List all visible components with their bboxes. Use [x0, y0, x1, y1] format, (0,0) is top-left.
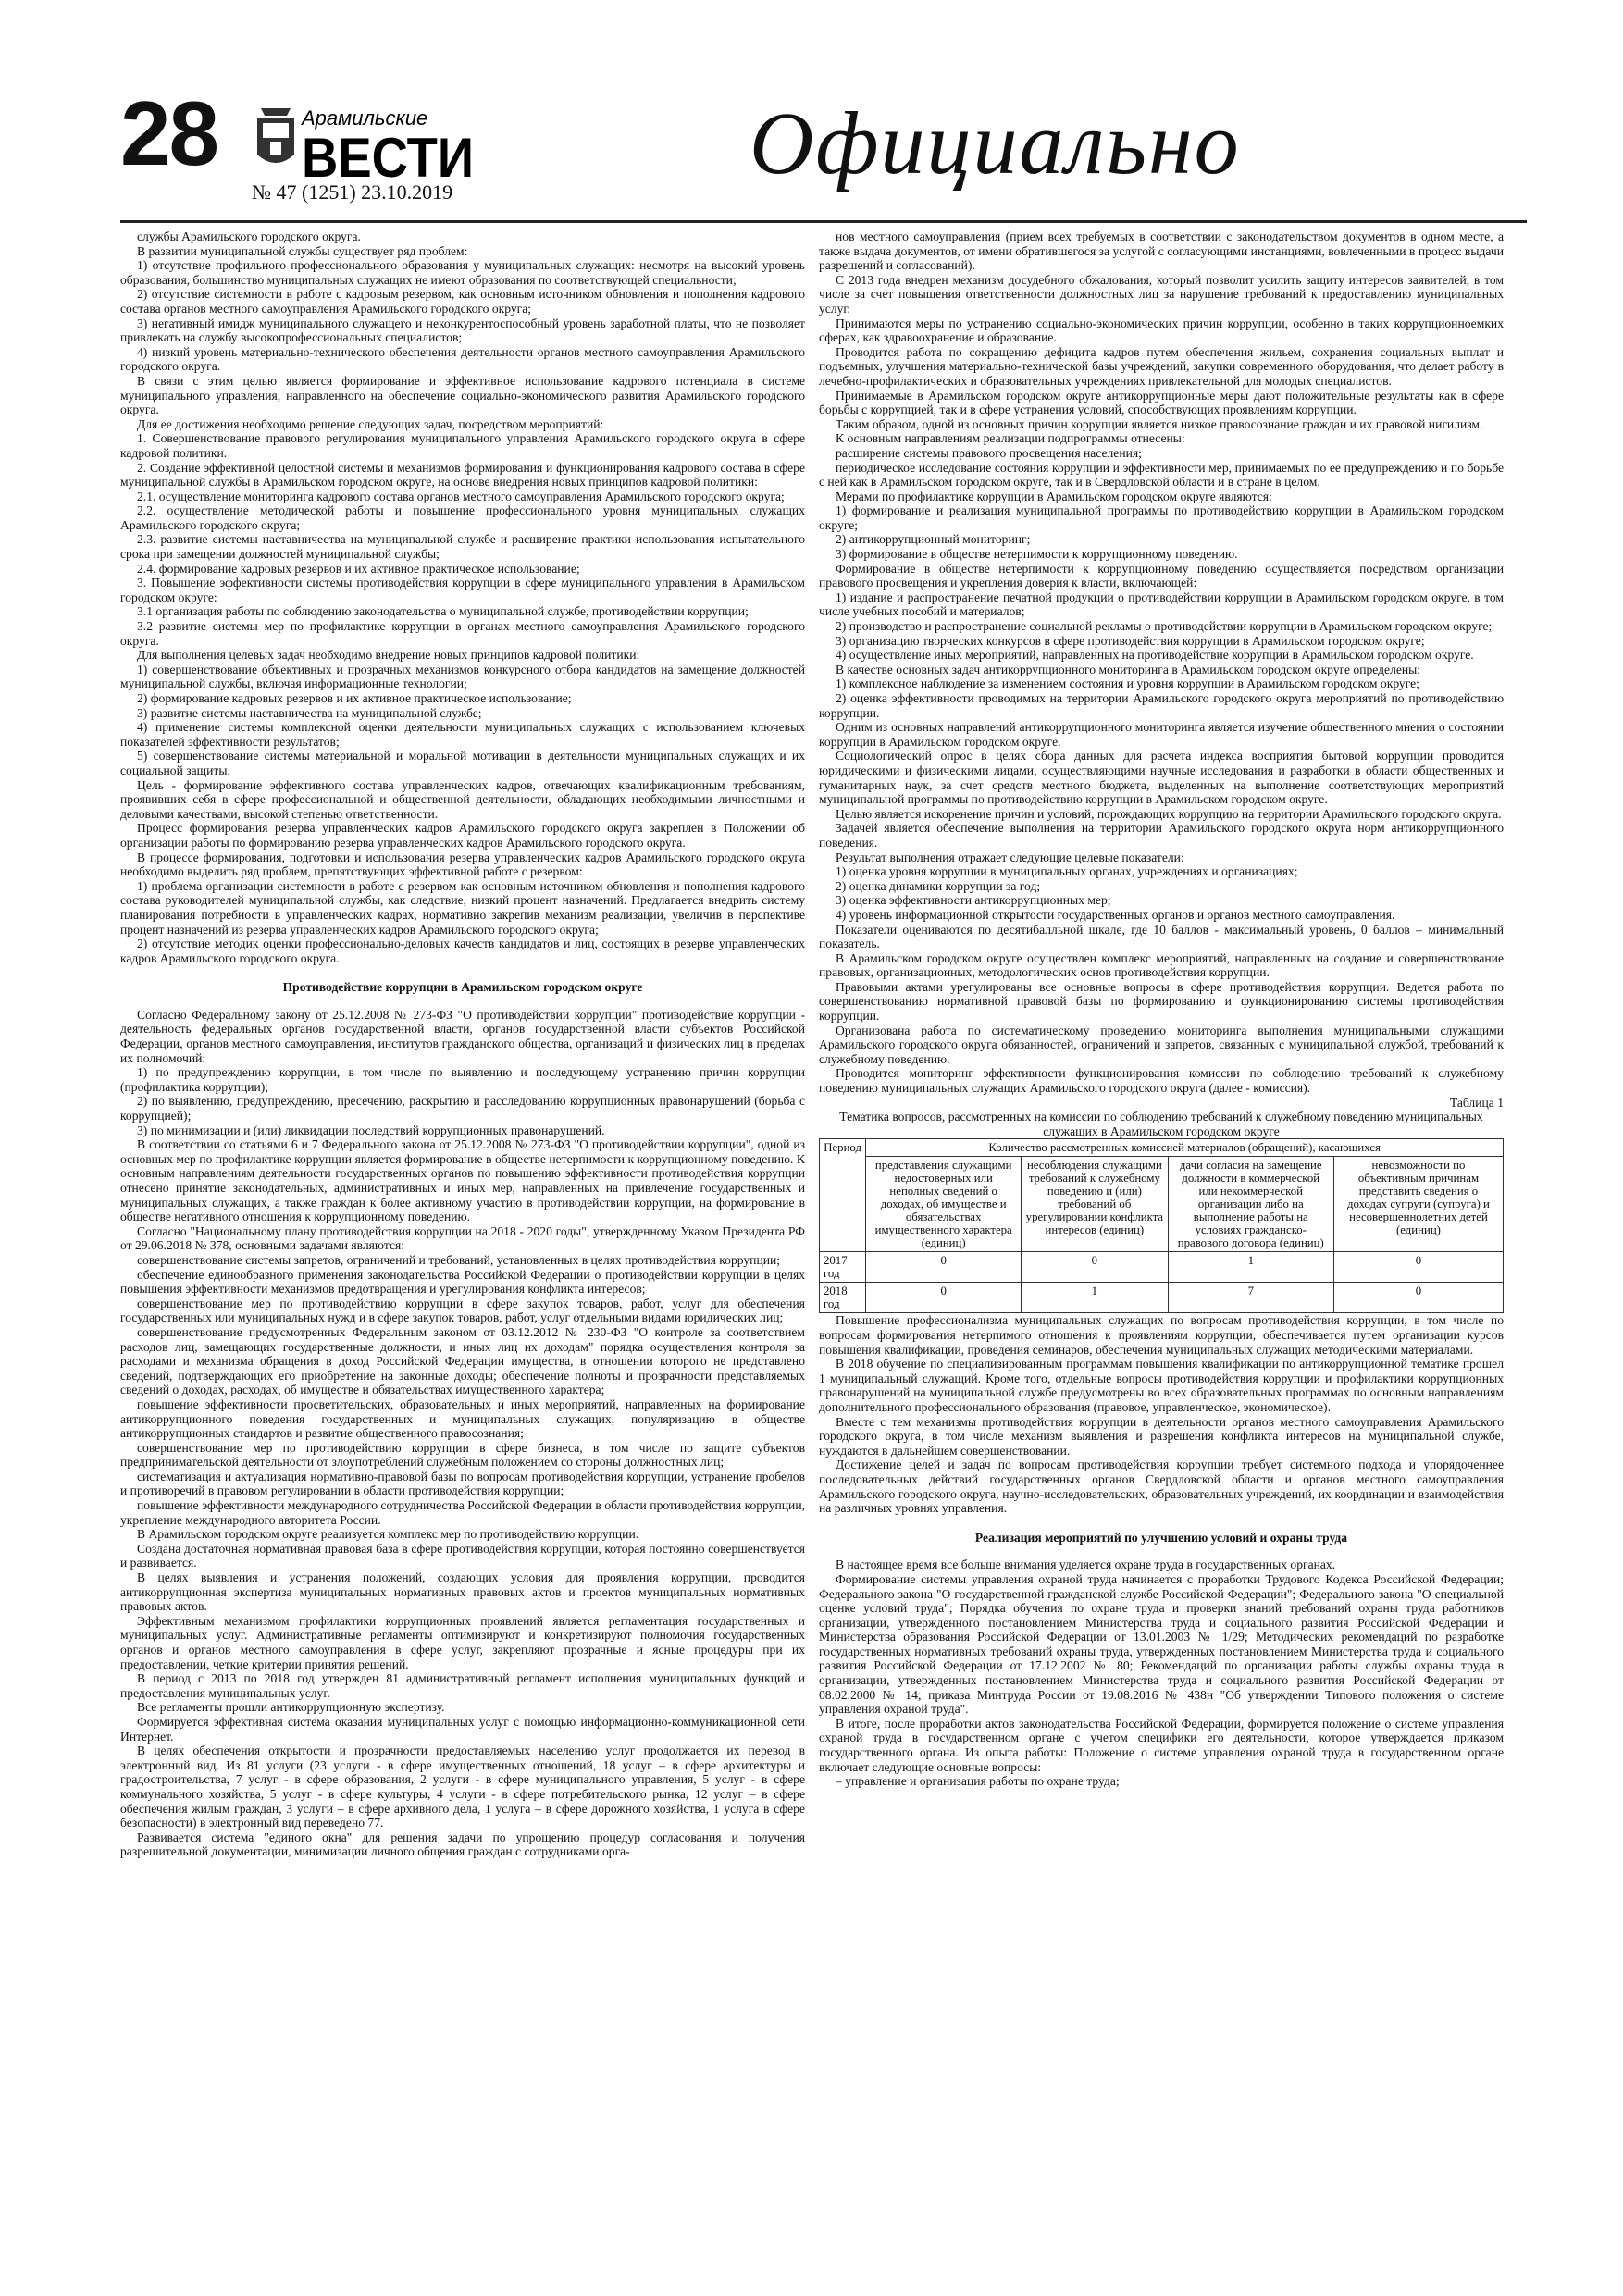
- right-paragraphs-c: [819, 1558, 1504, 1789]
- paragraph: периодическое исследование состояния коррупции и эффективности мер, принимаемых по ее предупреждению и по борьбе с ней как в Арамильском городском округе, так и в Свердловской области и в стране в целом.: [819, 460, 1504, 490]
- paragraph: Эффективным механизмом профилактики коррупционных проявлений является регламентация государственных и муниципальных услуг. Административные регламенты оптимизируют и конкретизируют полномочия государственных органов и органов местного самоуправления в сфере услуг, закрепляют прозрачные и ясные процедуры при их предоставлении, четкие критерии принятия решений.: [120, 1613, 805, 1671]
- paragraph: 2.2. осуществление методической работы и повышение профессионального уровня муниципальных служащих Арамильского городского округа;: [120, 503, 805, 532]
- right-paragraphs-b: [819, 1313, 1504, 1515]
- paragraph: 1) комплексное наблюдение за изменением состояния и уровня коррупции в Арамильском городском округе;: [836, 676, 1419, 691]
- paragraph: Целью является искоренение причин и условий, порождающих коррупцию на территории Арамильского городского округа.: [836, 806, 1502, 821]
- col-group-header: Количество рассмотренных комиссией материалов (обращений), касающихся: [866, 1139, 1504, 1157]
- paragraph: Социологический опрос в целях сбора данных для расчета индекса восприятия бытовой коррупции проводится юридическими и физическими лицами, осуществляющими научные исследования и разработки в области общественных и гуманитарных наук, за счет средств местного бюджета, выделенных на выполнение соответствующих мероприятий муниципальной программы по противодействию коррупции в Арамильском городском округе.: [819, 749, 1504, 807]
- table-cell: 0: [1022, 1252, 1168, 1283]
- paragraph: Для ее достижения необходимо решение следующих задач, посредством мероприятий:: [137, 416, 604, 431]
- paragraph: повышение эффективности международного сотрудничества Российской Федерации в области противодействия коррупции, укрепление международного авторитета России.: [120, 1498, 805, 1527]
- right-column: [819, 230, 1504, 1789]
- paragraph: В целях обеспечения открытости и прозрачности предоставляемых населению услуг продолжается их перевод в электронный вид. Из 81 услуги (23 услуги - в сфере имущественных отношений, 18 услуг – в сфере архитектуры и градостроительства, 7 услуг - в сфере образования, 2 услуги - в сфере муниципального управления, 5 услуг - в сфере коммунального хозяйства, 5 услуг - в сфере культуры, 4 услуги - в сфере потребительского рынка, 12 услуг – в сфере обеспечения жилым граждан, 3 услуги – в сфере архивного дела, 1 услуга – в сфере дорожного хозяйства, 1 услуга в сфере безопасности) в электронный вид переведено 77.: [120, 1744, 805, 1831]
- table-cell: 1: [1168, 1252, 1333, 1283]
- paragraph: В качестве основных задач антикоррупционного мониторинга в Арамильском городском округе определены:: [836, 662, 1421, 676]
- paragraph: 3) по минимизации и (или) ликвидации последствий коррупционных правонарушений.: [137, 1123, 605, 1137]
- col-header: представления служащими недостоверных или неполных сведений о доходах, об имуществе и обязательствах имущественного характера (единиц): [866, 1157, 1022, 1252]
- masthead: [120, 82, 1527, 208]
- paragraph: 2.4. формирование кадровых резервов и их активное практическое использование;: [137, 561, 580, 576]
- paragraph: 3.2 развитие системы мер по профилактике коррупции в органах местного самоуправления Арамильского городского округа.: [120, 619, 805, 648]
- svg-text:ВЕСТИ: ВЕСТИ: [302, 127, 474, 184]
- paragraph: Согласно Федеральному закону от 25.12.2008 № 273-ФЗ "О противодействии коррупции" противодействие коррупции - деятельность федеральных органов государственной власти, органов государственной власти субъектов Российской Федерации, органов местного самоуправления, институтов гражданского общества, организаций и физических лиц в пределах их полномочий:: [120, 1007, 805, 1065]
- paragraph: 1) по предупреждению коррупции, в том числе по выявлению и последующему устранению причин коррупции (профилактика коррупции);: [120, 1065, 805, 1094]
- paragraph: обеспечение единообразного применения законодательства Российской Федерации о противодействии коррупции в целях повышения эффективности механизмов предотвращения и урегулирования конфликта интересов;: [120, 1267, 805, 1297]
- paragraph: Формирование в обществе нетерпимости к коррупционному поведению осуществляется посредством организации правового просвещения и укрепления доверия к власти, включающей:: [819, 561, 1504, 590]
- paragraph: 2.1. осуществление мониторинга кадрового состава органов местного самоуправления Арамильского городского округа;: [137, 489, 785, 503]
- paragraph: 1) совершенствование объективных и прозрачных механизмов конкурсного отбора кандидатов на замещение должностей муниципальной службы, включая информационные технологии;: [120, 662, 805, 691]
- anti-corruption-heading: Противодействие коррупции в Арамильском городском округе: [282, 980, 643, 995]
- paragraph: Создана достаточная нормативная правовая база в сфере противодействия коррупции, которая постоянно совершенствуется и развивается.: [120, 1541, 805, 1570]
- table-cell: 1: [1022, 1283, 1168, 1313]
- paragraph: совершенствование мер по противодействию коррупции в сфере закупок товаров, работ, услуг для обеспечения государственных или муниципальных нужд и в сфере закупок товаров, работ, услуг отдельными видами юридических лиц;: [120, 1296, 805, 1325]
- paragraph: 2.3. развитие системы наставничества на муниципальной службе и расширение практики использования испытательного срока при замещении должностей муниципальной службы;: [120, 532, 805, 562]
- paragraph: 1) оценка уровня коррупции в муниципальных органах, учреждениях и организациях;: [836, 864, 1298, 879]
- paragraph: 1) издание и распространение печатной продукции о противодействии коррупции в Арамильском городском округе, в том числе учебных пособий и материалов;: [819, 590, 1504, 619]
- paragraph: 3) организацию творческих конкурсов в сфере противодействия коррупции в Арамильском городском округе;: [836, 633, 1425, 648]
- paragraph: 2) отсутствие методик оценки профессионально-деловых качеств кандидатов и лиц, состоящих в резерве управленческих кадров Арамильского городского округа.: [120, 937, 805, 965]
- paragraph: Правовыми актами урегулированы все основные вопросы в сфере противодействия коррупции. Ведется работа по совершенствованию нормативной правовой базы по формированию и функционированию системы противодействия коррупции.: [819, 979, 1504, 1024]
- paragraph: – управление и организация работы по охране труда;: [836, 1774, 1120, 1789]
- section-title: Официально: [750, 93, 1241, 192]
- paragraph: 2) формирование кадровых резервов и их активное практическое использование;: [137, 691, 572, 705]
- newspaper-logo: [250, 101, 481, 184]
- right-paragraphs-a: [819, 230, 1504, 1096]
- paragraph: систематизация и актуализация нормативно-правовой базы по вопросам противодействия коррупции, устранение пробелов и противоречий в правовом регулировании в области противодействия коррупции;: [120, 1469, 805, 1498]
- paragraph: 2) производство и распространение социальной рекламы о противодействии коррупции в Арамильском городском округе;: [836, 619, 1493, 634]
- paragraph: С 2013 года внедрен механизм досудебного обжалования, который позволит усилить защиту интересов заявителей, в том числе за счет повышения ответственности должностных лиц за нарушение требований к предоставлению муниципальных услуг.: [819, 272, 1504, 316]
- paragraph: Для выполнения целевых задач необходимо внедрение новых принципов кадровой политики:: [137, 648, 640, 663]
- paragraph: 3) негативный имидж муниципального служащего и неконкурентоспособный уровень заработной платы, что не позволяет привлекать на службу высокопрофессиональных специалистов;: [120, 316, 805, 345]
- paragraph: В соответствии со статьями 6 и 7 Федерального закона от 25.12.2008 № 273-ФЗ "О противодействии коррупции", одной из основных мер по профилактике коррупции является формирование в обществе нетерпимости к коррупционному поведению. К основным направлениям деятельности государственных органов по повышению эффективности противодействия коррупции отнесено принятие законодательных, административных и иных мер, направленных на привлечение государственных и муниципальных служащих, а также граждан к более активному участию в противодействии коррупции, на формирование в обществе негативного отношения к коррупционному поведению.: [120, 1137, 805, 1224]
- paragraph: Результат выполнения отражает следующие целевые показатели:: [836, 850, 1184, 864]
- paragraph: Достижение целей и задач по вопросам противодействия коррупции требует системного подхода и упорядоченнее последовательных действий государственных органов Свердловской области и органов местного самоуправления Арамильского городского округа, научно-исследовательских, образовательных учреждений, их координации и взаимодействия на различных уровнях управления.: [819, 1458, 1504, 1516]
- paragraph: В Арамильском городском округе осуществлен комплекс мероприятий, направленных на создание и совершенствование правовых, организационных, методологических основ противодействия коррупции.: [819, 950, 1504, 980]
- paragraph: Формируется эффективная система оказания муниципальных услуг с помощью информационно-коммуникационной сети Интернет.: [120, 1714, 805, 1744]
- paragraph: Формирование системы управления охраной труда начинается с проработки Трудового Кодекса Российской Федерации; Федерального закона "О государственной гражданской службе Российской Федерации"; Федерального закона "О специальной оценке условий труда"; Порядка обучения по охране труда и проверки знаний требований охраны труда работников организации, утвержденного постановлением Министерства труда и социального развития Российской Федерации и Министерства образования Российской Федерации от 13.01.2003 № 1/29; Методических рекомендаций по разработке государственных нормативных требований охраны труда, утвержденных постановлением Министерства труда и социального развития Российской Федерации от 17.12.2002 № 80; Рекомендаций по организации работы службы охраны труда в организации, утвержденных постановлением Министерства труда и социального развития Российской Федерации от 08.02.2000 № 14; приказа Минтруда России от 19.08.2016 № 438н "Об утверждении Типового положения о системе управления охраной труда".: [819, 1571, 1504, 1717]
- paragraph: совершенствование системы запретов, ограничений и требований, установленных в целях противодействия коррупции;: [137, 1252, 781, 1267]
- table-cell: 0: [1333, 1283, 1503, 1313]
- col-period-header: Период: [820, 1139, 866, 1252]
- paragraph: В процессе формирования, подготовки и использования резерва управленческих кадров Арамильского городского округа необходимо выделить ряд проблем, препятствующих эффективной работе с резервом:: [120, 850, 805, 879]
- paragraph: В целях выявления и устранения положений, создающих условия для проявления коррупции, проводится антикоррупционная экспертиза муниципальных нормативных правовых актов и проектов муниципальных нормативных правовых актов.: [120, 1570, 805, 1614]
- paragraph: Принимаемые в Арамильском городском округе антикоррупционные меры дают положительные результаты как в сфере борьбы с коррупцией, так и в сфере устранения условий, способствующих проявлениям коррупции.: [819, 388, 1504, 417]
- paragraph: В настоящее время все больше внимания уделяется охране труда в государственных органах.: [836, 1558, 1336, 1572]
- paragraph: Согласно "Национальному плану противодействия коррупции на 2018 - 2020 годы", утвержденному Указом Президента РФ от 29.06.2018 № 378, основными задачами являются:: [120, 1223, 805, 1253]
- paragraph: Проводится мониторинг эффективности функционирования комиссии по соблюдению требований к служебному поведению муниципальных служащих Арамильского городского округа (далее - комиссия).: [819, 1066, 1504, 1096]
- paragraph: 1) проблема организации системности в работе с резервом как основным источником обновления и пополнения кадрового состава руководителей муниципальной службы, как следствие, низкий процент назначений. Предлагается внедрить систему планирования потребности в управленческих кадрах, нормативно закрепив механизм реализации, увеличив в перспективе процент назначений из резерва управленческих кадров Арамильского городского округа;: [120, 878, 805, 937]
- commission-table: [819, 1138, 1504, 1313]
- paragraph: 4) уровень информационной открытости государственных органов и органов местного самоуправления.: [836, 907, 1395, 922]
- paragraph: 4) низкий уровень материально-технического обеспечения деятельности органов местного самоуправления Арамильского городского округа.: [120, 344, 805, 374]
- paragraph: 3) оценка эффективности антикоррупционных мер;: [836, 893, 1111, 908]
- col-header: дачи согласия на замещение должности в коммерческой или некоммерческой организации либо на выполнение работы на условиях гражданско-правового договора (единиц): [1168, 1157, 1333, 1252]
- table-row: [820, 1283, 1504, 1313]
- paragraph: 1) формирование и реализация муниципальной программы по противодействию коррупции в Арамильском городском округе;: [819, 503, 1504, 532]
- paragraph: 2) по выявлению, предупреждению, пресечению, раскрытию и расследованию коррупционных правонарушений (борьба с коррупцией);: [120, 1094, 805, 1123]
- left-paragraphs-a: [120, 230, 805, 965]
- paragraph: Проводится работа по сокращению дефицита кадров путем обеспечения жильем, сохранения социальных выплат и подъемных, улучшения материально-технической базы учреждений, закупки современного оборудования, что делает работу в лечебно-профилактических и образовательных учреждениях привлекательной для молодых специалистов.: [819, 344, 1504, 388]
- paragraph: нов местного самоуправления (прием всех требуемых в соответствии с законодательством документов в одном месте, а также выдача документов, от имени обратившегося за услугой с согласующими инстанциями, вовлеченными в процесс выдачи разрешений и согласований).: [819, 230, 1504, 273]
- paragraph: Одним из основных направлений антикоррупционного мониторинга является изучение общественного мнения о состоянии коррупции в Арамильском городском округе.: [819, 720, 1504, 749]
- paragraph: 2) антикоррупционный мониторинг;: [836, 532, 1031, 547]
- table-row: [820, 1252, 1504, 1283]
- paragraph: Цель - формирование эффективного состава управленческих кадров, отвечающих квалификационным требованиям, проявивших себя в сфере профессиональной и общественной деятельности, обладающих необходимыми личностными и деловыми качествами, высокой степенью ответственности.: [120, 777, 805, 821]
- table-cell: 0: [1333, 1252, 1503, 1283]
- paragraph: Таким образом, одной из основных причин коррупции является низкое правосознание граждан и их правовой нигилизм.: [836, 416, 1483, 431]
- paragraph: совершенствование мер по противодействию коррупции в сфере бизнеса, в том числе по защите субъектов предпринимательской деятельности от злоупотреблений служебным положением со стороны должностных лиц;: [120, 1440, 805, 1470]
- paragraph: 4) осуществление иных мероприятий, направленных на противодействие коррупции в Арамильском городском округе.: [836, 648, 1474, 663]
- table-cell: 0: [866, 1252, 1022, 1283]
- paragraph: Вместе с тем механизмы противодействия коррупции в деятельности органов местного самоуправления Арамильского городского округа, в том числе механизм выявления и разрешения конфликта интересов на муниципальной службе, нуждаются в дальнейшем совершенствовании.: [819, 1414, 1504, 1458]
- paragraph: В период с 2013 по 2018 год утвержден 81 административный регламент исполнения муниципальных функций и предоставления муниципальных услуг.: [120, 1671, 805, 1700]
- paragraph: К основным направлениям реализации подпрограммы отнесены:: [836, 431, 1185, 446]
- paragraph: В итоге, после проработки актов законодательства Российской Федерации, формируется положение о системе управления охраной труда в государственном органе с учетом специфики его деятельности, которое утверждается приказом государственного органа. Из опыта работы: Положение о системе управления охраной труда в государственном органе включает следующие основные вопросы:: [819, 1716, 1504, 1774]
- paragraph: Повышение профессионализма муниципальных служащих по вопросам противодействия коррупции, в том числе по вопросам формирования нетерпимого отношения к проявлениям коррупции, обеспечивается путем организации курсов повышения квалификации, проведения семинаров, обеспечения муниципальных служащих методическими материалами.: [819, 1313, 1504, 1357]
- paragraph: 1) отсутствие профильного профессионального образования у муниципальных служащих: несмотря на высокий уровень образования, большинство муниципальных служащих не имеют образования по соответствующей специальности;: [120, 258, 805, 287]
- page-number: 28: [120, 82, 218, 184]
- labor-safety-heading: Реализация мероприятий по улучшению условий и охраны труда: [974, 1530, 1348, 1545]
- paragraph: Принимаются меры по устранению социально-экономических причин коррупции, особенно в таких коррупционноемких сферах, как здравоохранение и образование.: [819, 316, 1504, 345]
- paragraph: Показатели оцениваются по десятибалльной шкале, где 10 баллов - максимальный уровень, 0 баллов – минимальный показатель.: [819, 922, 1504, 951]
- table-cell: 7: [1168, 1283, 1333, 1313]
- coat-of-arms-icon: [257, 108, 294, 163]
- paragraph: 2) отсутствие системности в работе с кадровым резервом, как основным источником обновления и пополнения кадрового состава органов местного самоуправления Арамильского городского округа;: [120, 287, 805, 316]
- paragraph: В Арамильском городском округе реализуется комплекс мер по противодействию коррупции.: [137, 1527, 639, 1542]
- svg-text:Арамильские: Арамильские: [302, 106, 428, 130]
- paragraph: В 2018 обучение по специализированным программам повышения квалификации по антикоррупционной тематике прошел 1 муниципальный служащий. Кроме того, отдельные вопросы противодействия коррупции и профилактики коррупционных правонарушений на муниципальной службе предусмотрены во всех образовательных программах по основным направлениям дополнительного профессионального образования (правовое, управленческое, экономическое).: [819, 1357, 1504, 1414]
- paragraph: 4) применение системы комплексной оценки деятельности муниципальных служащих с использованием ключевых показателей эффективности результатов;: [120, 720, 805, 749]
- paragraph: 3.1 организация работы по соблюдению законодательства о муниципальной службе, противодействии коррупции;: [137, 604, 749, 619]
- paragraph: расширение системы правового просвещения населения;: [836, 445, 1142, 460]
- paragraph: 2) оценка динамики коррупции за год;: [836, 878, 1041, 893]
- paragraph: 2) оценка эффективности проводимых на территории Арамильского городского округа мероприятий по противодействию коррупции.: [819, 691, 1504, 720]
- table-cell: 0: [866, 1283, 1022, 1313]
- issue-info: № 47 (1251) 23.10.2019: [252, 180, 453, 204]
- table-caption: Таблица 1: [1449, 1095, 1504, 1110]
- table-title: Тематика вопросов, рассмотренных на комиссии по соблюдению требований к служебному поведению муниципальных служащих в Арамильском городском округе: [839, 1110, 1483, 1138]
- paragraph: 3) формирование в обществе нетерпимости к коррупционному поведению.: [836, 547, 1238, 562]
- paragraph: 5) совершенствование системы материальной и моральной мотивации в деятельности муниципальных служащих и их социальной защиты.: [120, 749, 805, 777]
- paragraph: В связи с этим целью является формирование и эффективное использование кадрового потенциала в системе муниципального управления, направленного на обеспечение социально-экономического развития Арамильского городского округа.: [120, 373, 805, 417]
- paragraph: Все регламенты прошли антикоррупционную экспертизу.: [137, 1700, 445, 1715]
- paragraph: Организована работа по систематическому проведению мониторинга выполнения муниципальными служащими Арамильского городского округа обязанностей, ограничений и запретов, связанных с муниципальной службой, требований к служебному поведению.: [819, 1023, 1504, 1066]
- paragraph: Развивается система "единого окна" для решения задачи по упрощению процедур согласования и получения разрешительной документации, минимизации личного общения граждан с сотрудниками орга-: [120, 1830, 805, 1859]
- paragraph: 2. Создание эффективной целостной системы и механизмов формирования и функционирования кадрового состава в сфере муниципальной службы в Арамильском городском округе, на основе внедрения новых принципов кадровой политики:: [120, 460, 805, 490]
- paragraph: 3) развитие системы наставничества на муниципальной службе;: [137, 705, 482, 720]
- paragraph: Процесс формирования резерва управленческих кадров Арамильского городского округа закреплен в Положении об организации работы по формированию резерва управленческих кадров Арамильского городского округа.: [120, 821, 805, 850]
- header-divider: [120, 220, 1527, 223]
- left-column: [120, 230, 805, 1859]
- col-header: невозможности по объективным причинам представить сведения о доходах супруги (супруга) и несовершеннолетних детей (единиц): [1333, 1157, 1503, 1252]
- left-paragraphs-b: [120, 1008, 805, 1859]
- paragraph: 3. Повышение эффективности системы противодействия коррупции в сфере муниципального управления в Арамильском городском округе:: [120, 576, 805, 604]
- paragraph: службы Арамильского городского округа.: [137, 230, 361, 243]
- paragraph: повышение эффективности просветительских, образовательных и иных мероприятий, направленных на формирование антикоррупционного поведения государственных и муниципальных служащих, популяризацию в обществе антикоррупционных стандартов и развитие общественного правосознания;: [120, 1396, 805, 1441]
- row-period: 2018 год: [820, 1283, 866, 1313]
- paragraph: Мерами по профилактике коррупции в Арамильском городском округе являются:: [836, 489, 1272, 503]
- row-period: 2017 год: [820, 1252, 866, 1283]
- paragraph: 1. Совершенствование правового регулирования муниципального управления Арамильского городского округа в сфере кадровой политики.: [120, 431, 805, 460]
- paragraph: совершенствование предусмотренных Федеральным законом от 03.12.2012 № 230-ФЗ "О контроле за соответствием расходов лиц, замещающих государственные должности, и иных лиц их доходам" порядка осуществления контроля за расходами и механизма обращения в доход Российской Федерации имущества, в отношении которого не представлено сведений, подтверждающих его приобретение на законные доходы; обеспечение полноты и прозрачности представляемых сведений о доходах, расходах, об имуществе и обязательствах имущественного характера;: [120, 1324, 805, 1397]
- paragraph: Задачей является обеспечение выполнения на территории Арамильского городского округа норм антикоррупционного поведения.: [819, 821, 1504, 850]
- col-header: несоблюдения служащими требований к служебному поведению и (или) требований об урегулировании конфликта интересов (единиц): [1022, 1157, 1168, 1252]
- paragraph: В развитии муниципальной службы существует ряд проблем:: [137, 243, 468, 258]
